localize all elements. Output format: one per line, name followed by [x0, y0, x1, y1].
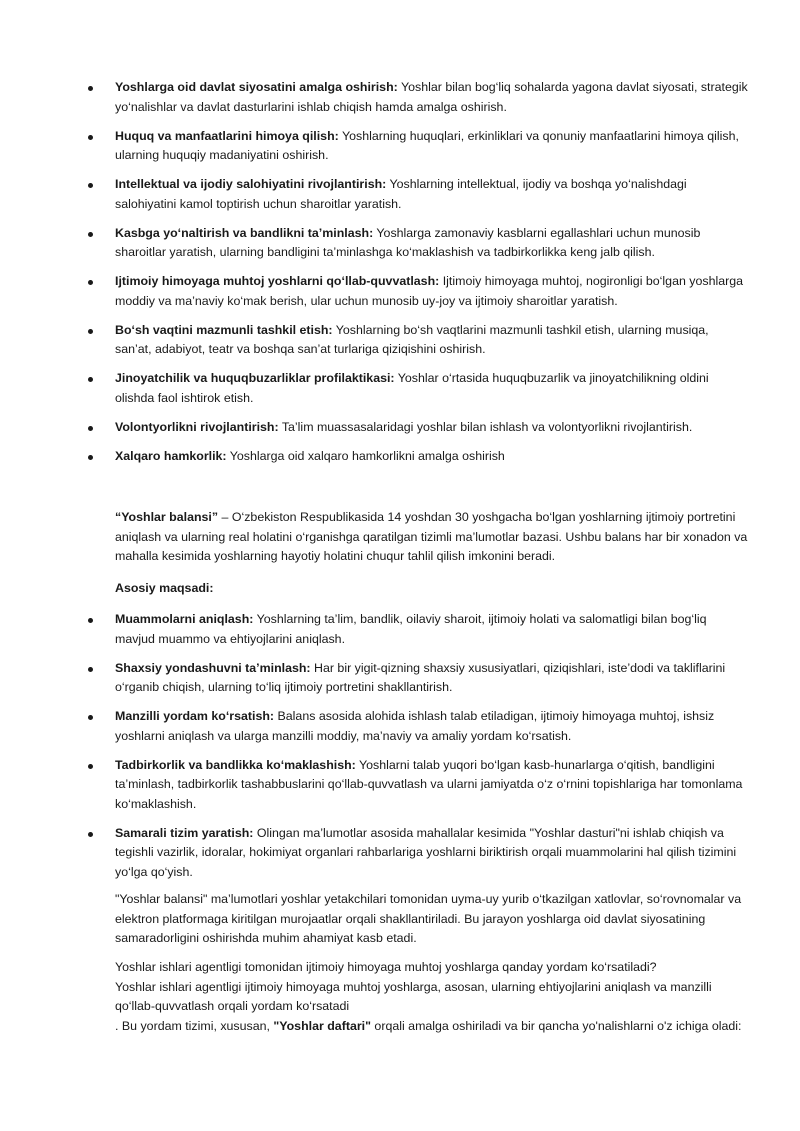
- item-text: Yoshlarning bo‘sh vaqtlarini mazmunli tashkil etish, ularning musiqa, san’at, adabiyot, teatr va boshqa san’at turlariga qiziqishini oshirish.: [115, 322, 709, 356]
- function-list-item: [0, 447, 800, 467]
- bullet-icon: [88, 764, 93, 769]
- bullet-icon: [88, 377, 93, 382]
- functions-list: [0, 78, 800, 476]
- item-text: Yoshlarga zamonaviy kasblarni egallashlari uchun munosib sharoitlar yaratish, ularning bandligini ta’minlashga ko‘maklashish va tadbirkorlikka keng jalb qilish.: [115, 225, 701, 259]
- item-title: Tadbirkorlik va bandlikka ko‘maklashish:: [115, 757, 356, 772]
- goal-list-item: [0, 659, 800, 698]
- item-title: Huquq va manfaatlarini himoya qilish:: [115, 128, 339, 143]
- item-title: Xalqaro hamkorlik:: [115, 448, 227, 463]
- continuation-after: orqali amalga oshiriladi va bir qancha yo'nalishlarni o'z ichiga oladi:: [370, 1018, 742, 1033]
- item-title: Kasbga yo‘naltirish va bandlikni ta’minlash:: [115, 225, 374, 240]
- goal-list-item: [0, 824, 800, 883]
- bullet-icon: [88, 280, 93, 285]
- goal-list-item: [0, 610, 800, 649]
- item-title: Intellektual va ijodiy salohiyatini rivojlantirish:: [115, 177, 387, 191]
- bullet-icon: [88, 832, 93, 837]
- balance-intro-text: – O‘zbekiston Respublikasida 14 yoshdan 30 yoshgacha bo‘lgan yoshlarning ijtimoiy portretini aniqlash va ularning real holatini o‘rganishga qaratilgan tizimli ma’lumotlar bazasi. Ushbu balans har bir xonadon va mahalla kesimida yoshlarning hayotiy holatini chuqur tahlil qilish imkonini beradi.: [115, 510, 748, 563]
- item-text: Yoshlar o‘rtasida huquqbuzarlik va jinoyatchilikning oldini olishda faol ishtirok etish.: [115, 371, 709, 405]
- bullet-icon: [88, 667, 93, 672]
- item-text: Yoshlarni talab yuqori bo‘lgan kasb-hunarlarga o‘qitish, bandligini ta’minlash, tadbirkorlik tashabbuslarini qo‘llab-quvvatlash va ularni jamiyatda o‘z o‘rnini topishlariga har tomonlama ko‘maklashish.: [115, 757, 743, 811]
- bullet-icon: [88, 232, 93, 237]
- item-text: Ijtimoiy himoyaga muhtoj, nogironligi bo‘lgan yoshlarga moddiy va ma’naviy ko‘mak berish, ular uchun munosib uy-joy va ijtimoiy sharoitlar yaratish.: [115, 274, 744, 308]
- item-text: Olingan ma’lumotlar asosida mahallalar kesimida "Yoshlar dasturi"ni ishlab chiqish va tegishli vazirlik, idoralar, hokimiyat organlari rahbarlariga yoshlarni biriktirish orqali muammolarini hal qilish tizimini yo‘lga qo‘yish.: [115, 825, 737, 879]
- goals-list: [0, 610, 800, 892]
- bullet-icon: [88, 618, 93, 623]
- question-text: Yoshlar ishlari agentligi tomonidan ijtimoiy himoyaga muhtoj yoshlarga qanday yordam ko‘rsatiladi?: [115, 960, 657, 974]
- bullet-icon: [88, 86, 93, 91]
- item-text: Yoshlar bilan bog‘liq sohalarda yagona davlat siyosati, strategik yo‘nalishlar va davlat dasturlarini ishlab chiqish hamda amalga oshirish.: [115, 80, 748, 114]
- continuation-before: . Bu yordam tizimi, xususan,: [115, 1018, 274, 1033]
- answer-text: Yoshlar ishlari agentligi ijtimoiy himoyaga muhtoj yoshlarga, asosan, ularning ehtiyojlarini aniqlash va manzilli qo‘llab-quvvatlash orqali yordam ko‘rsatadi: [115, 979, 712, 1013]
- item-title: Ijtimoiy himoyaga muhtoj yoshlarni qo‘llab-quvvatlash:: [115, 274, 440, 288]
- function-list-item: [0, 272, 800, 311]
- item-title: Samarali tizim yaratish:: [115, 825, 254, 840]
- item-title: Jinoyatchilik va huquqbuzarliklar profilaktikasi:: [115, 371, 395, 385]
- bullet-icon: [88, 715, 93, 720]
- function-list-item: [0, 321, 800, 360]
- goal-list-item: [0, 707, 800, 746]
- item-title: Volontyorlikni rivojlantirish:: [115, 419, 279, 434]
- bullet-icon: [88, 329, 93, 334]
- question-answer-block: [115, 958, 748, 1036]
- function-list-item: [0, 224, 800, 263]
- function-list-item: [0, 175, 800, 214]
- balance-intro-paragraph: [115, 508, 748, 567]
- closing-paragraph: "Yoshlar balansi" ma’lumotlari yoshlar yetakchilari tomonidan uyma-uy yurib o‘tkazilgan xatlovlar, so‘rovnomalar va elektron platformaga kiritilgan murojaatlar orqali shakllantiriladi. Bu jarayon yoshlarga oid davlat siyosatining samaradorligini oshirishda muhim ahamiyat kasb etadi.: [115, 892, 742, 945]
- function-list-item: [0, 418, 800, 438]
- item-text: Yoshlarning ta’lim, bandlik, oilaviy sharoit, ijtimoiy holati va salomatligi bilan bog‘liq mavjud muammo va ehtiyojlarini aniqlash.: [115, 612, 707, 646]
- bullet-icon: [88, 183, 93, 188]
- item-text: Har bir yigit-qizning shaxsiy xususiyatlari, qiziqishlari, iste’dodi va takliflarini o‘rganib chiqish, ularning to‘liq ijtimoiy portretini shakllantirish.: [115, 660, 726, 694]
- bullet-icon: [88, 455, 93, 460]
- item-title: Yoshlarga oid davlat siyosatini amalga oshirish:: [115, 80, 398, 94]
- function-list-item: [0, 127, 800, 166]
- answer-continuation: [115, 1017, 748, 1037]
- item-text: Yoshlarga oid xalqaro hamkorlikni amalga oshirish: [229, 448, 505, 463]
- item-text: Yoshlarning huquqlari, erkinliklari va qonuniy manfaatlarini himoya qilish, ularning huquqiy madaniyatini oshirish.: [115, 128, 739, 162]
- item-title: Manzilli yordam ko‘rsatish:: [115, 709, 275, 723]
- bullet-icon: [88, 135, 93, 140]
- item-title: Muammolarni aniqlash:: [115, 612, 254, 626]
- function-list-item: [0, 78, 800, 117]
- function-list-item: [0, 369, 800, 408]
- balance-intro-title: “Yoshlar balansi”: [115, 510, 219, 524]
- item-title: Shaxsiy yondashuvni ta’minlash:: [115, 660, 311, 675]
- goal-list-item: [0, 756, 800, 815]
- yoshlar-daftari-term: "Yoshlar daftari": [273, 1018, 371, 1033]
- item-text: Balans asosida alohida ishlash talab etiladigan, ijtimoiy himoyaga muhtoj, ishsiz yoshlarni aniqlash va ularga manzilli moddiy, ma’naviy va amaliy yordam ko‘rsatish.: [115, 709, 715, 743]
- bullet-icon: [88, 426, 93, 431]
- item-text: Ta’lim muassasalaridagi yoshlar bilan ishlash va volontyorlikni rivojlantirish.: [281, 419, 693, 434]
- item-title: Bo‘sh vaqtini mazmunli tashkil etish:: [115, 322, 333, 337]
- item-text: Yoshlarning intellektual, ijodiy va boshqa yo‘nalishdagi salohiyatini kamol toptirish uchun sharoitlar yaratish.: [115, 177, 687, 211]
- goal-heading: Asosiy maqsadi:: [115, 581, 214, 595]
